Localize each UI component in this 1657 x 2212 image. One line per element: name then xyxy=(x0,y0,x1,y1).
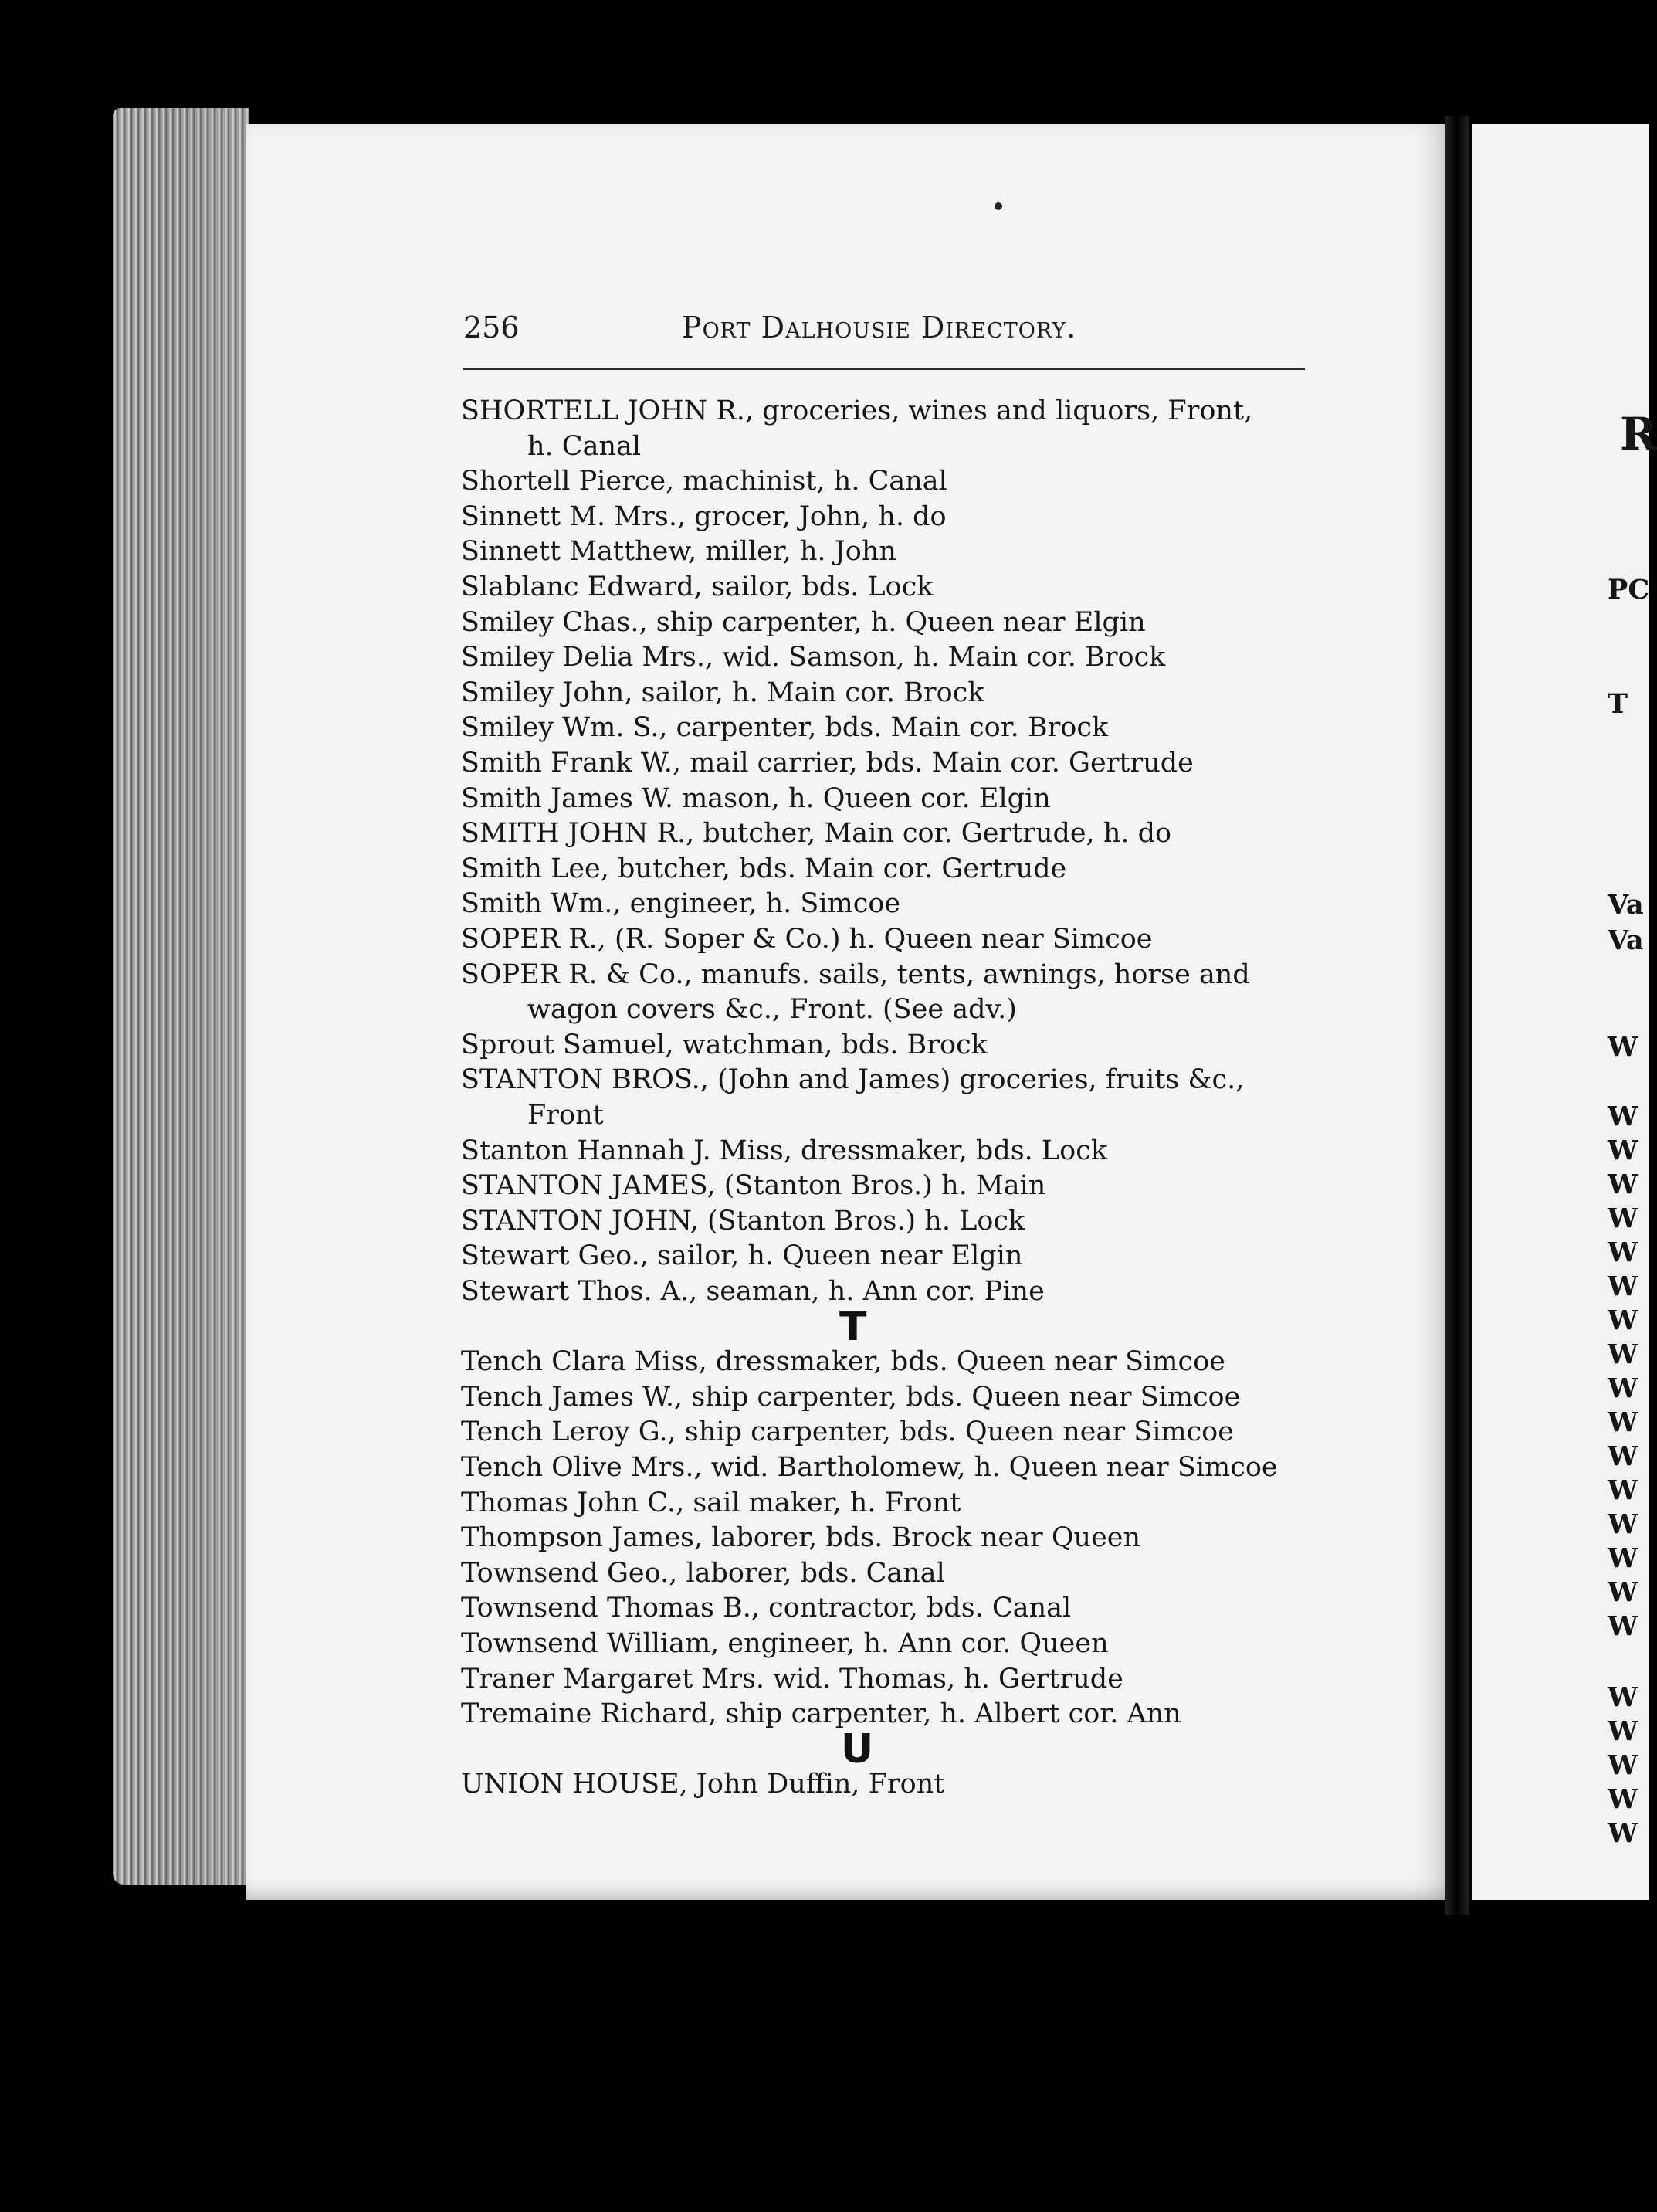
directory-entry: Townsend William, engineer, h. Ann cor. Queen xyxy=(461,1628,1109,1659)
right-page-fragment: Va xyxy=(1608,889,1644,921)
right-page-fragment: W xyxy=(1608,1031,1638,1063)
right-page-fragment: W xyxy=(1608,1681,1638,1713)
right-page-fragment: W xyxy=(1608,1237,1638,1268)
right-page-fragment: W xyxy=(1608,1610,1638,1642)
right-page-fragment: W xyxy=(1608,1542,1638,1574)
page-number: 256 xyxy=(463,310,520,344)
right-page-fragment: W xyxy=(1608,1783,1638,1815)
right-page-fragment: W xyxy=(1608,1715,1638,1747)
right-page-fragment: W xyxy=(1608,1440,1638,1472)
right-page-fragment: W xyxy=(1608,1169,1638,1200)
right-page-fragment: PC xyxy=(1608,574,1650,606)
right-page-fragment: W xyxy=(1608,1817,1638,1849)
right-page-fragment: T xyxy=(1608,688,1628,720)
book-gutter xyxy=(1445,116,1469,1915)
directory-entry: SMITH JOHN R., butcher, Main cor. Gertrude, h. do xyxy=(461,818,1172,850)
directory-entry: STANTON JAMES, (Stanton Bros.) h. Main xyxy=(461,1170,1046,1202)
directory-entry: Smiley Delia Mrs., wid. Samson, h. Main cor. Brock xyxy=(461,642,1166,673)
directory-entry: Shortell Pierce, machinist, h. Canal xyxy=(461,466,947,497)
directory-entry: SHORTELL JOHN R., groceries, wines and liquors, Front, xyxy=(461,395,1253,426)
right-page-fragment: Va xyxy=(1608,924,1644,956)
directory-entry: Townsend Thomas B., contractor, bds. Canal xyxy=(461,1593,1072,1624)
right-page-fragment: W xyxy=(1608,1203,1638,1234)
directory-entry: Sinnett M. Mrs., grocer, John, h. do xyxy=(461,500,947,532)
right-page-fragment: R xyxy=(1620,408,1657,460)
book-page-edges xyxy=(113,108,249,1885)
right-page-fragment: W xyxy=(1608,1474,1638,1506)
right-page-fragment: W xyxy=(1608,1508,1638,1540)
directory-entry: Townsend Geo., laborer, bds. Canal xyxy=(461,1557,945,1589)
right-page-fragment: W xyxy=(1608,1576,1638,1608)
directory-entry: SOPER R., (R. Soper & Co.) h. Queen near Simcoe xyxy=(461,924,1153,955)
directory-entry: Tench Olive Mrs., wid. Bartholomew, h. Queen near Simcoe xyxy=(461,1452,1278,1483)
directory-entry: Thompson James, laborer, bds. Brock near Queen xyxy=(461,1522,1141,1554)
right-page-fragment: W xyxy=(1608,1304,1638,1336)
right-page-fragment: W xyxy=(1608,1135,1638,1166)
directory-entry: Smith Wm., engineer, h. Simcoe xyxy=(461,888,901,920)
directory-entry: Tench Leroy G., ship carpenter, bds. Queen near Simcoe xyxy=(461,1416,1234,1448)
entry-continuation: wagon covers &c., Front. (See adv.) xyxy=(527,994,1017,1026)
directory-entry: Smith Frank W., mail carrier, bds. Main cor. Gertrude xyxy=(461,748,1194,779)
directory-entry: Smith James W. mason, h. Queen cor. Elgin xyxy=(461,782,1051,814)
right-page-fragment: W xyxy=(1608,1406,1638,1438)
directory-entry: Stanton Hannah J. Miss, dressmaker, bds. Lock xyxy=(461,1135,1108,1166)
directory-entry: UNION HOUSE, John Duffin, Front xyxy=(461,1769,945,1800)
directory-entry: Tench Clara Miss, dressmaker, bds. Queen near Simcoe xyxy=(461,1346,1225,1378)
directory-entry: Smiley Chas., ship carpenter, h. Queen near Elgin xyxy=(461,606,1146,638)
right-page-fragment: W xyxy=(1608,1338,1638,1370)
entry-continuation: Front xyxy=(527,1100,604,1131)
directory-entry: Smith Lee, butcher, bds. Main cor. Gertrude xyxy=(461,853,1067,884)
ink-speck xyxy=(995,202,1002,210)
directory-entry: Tench James W., ship carpenter, bds. Queen near Simcoe xyxy=(461,1381,1241,1413)
directory-entry: STANTON BROS., (John and James) groceries, fruits &c., xyxy=(461,1064,1245,1096)
directory-entry: Smiley John, sailor, h. Main cor. Brock xyxy=(461,677,984,708)
directory-entry: Traner Margaret Mrs. wid. Thomas, h. Gertrude xyxy=(461,1663,1123,1695)
section-letter: T xyxy=(839,1303,867,1350)
directory-entry: STANTON JOHN, (Stanton Bros.) h. Lock xyxy=(461,1205,1025,1237)
running-title: Port Dalhousie Directory. xyxy=(682,310,1077,344)
page-header xyxy=(463,310,1313,354)
right-page-fragment: W xyxy=(1608,1749,1638,1781)
right-page-fragment: W xyxy=(1608,1271,1638,1302)
entry-continuation: h. Canal xyxy=(527,430,642,462)
directory-entry: SOPER R. & Co., manufs. sails, tents, awnings, horse and xyxy=(461,958,1250,990)
right-page-fragment: W xyxy=(1608,1372,1638,1404)
header-rule xyxy=(463,368,1305,370)
directory-entry: Thomas John C., sail maker, h. Front xyxy=(461,1487,961,1518)
directory-entry: Sinnett Matthew, miller, h. John xyxy=(461,536,896,568)
directory-entry: Sprout Samuel, watchman, bds. Brock xyxy=(461,1029,988,1060)
directory-entry: Stewart Geo., sailor, h. Queen near Elgin xyxy=(461,1240,1023,1272)
directory-entry: Tremaine Richard, ship carpenter, h. Albert cor. Ann xyxy=(461,1698,1181,1730)
directory-entry: Smiley Wm. S., carpenter, bds. Main cor. Brock xyxy=(461,712,1109,744)
section-letter: U xyxy=(841,1725,874,1773)
directory-entry: Stewart Thos. A., seaman, h. Ann cor. Pine xyxy=(461,1276,1045,1307)
directory-entry: Slablanc Edward, sailor, bds. Lock xyxy=(461,572,934,602)
right-page-fragment: W xyxy=(1608,1101,1638,1132)
